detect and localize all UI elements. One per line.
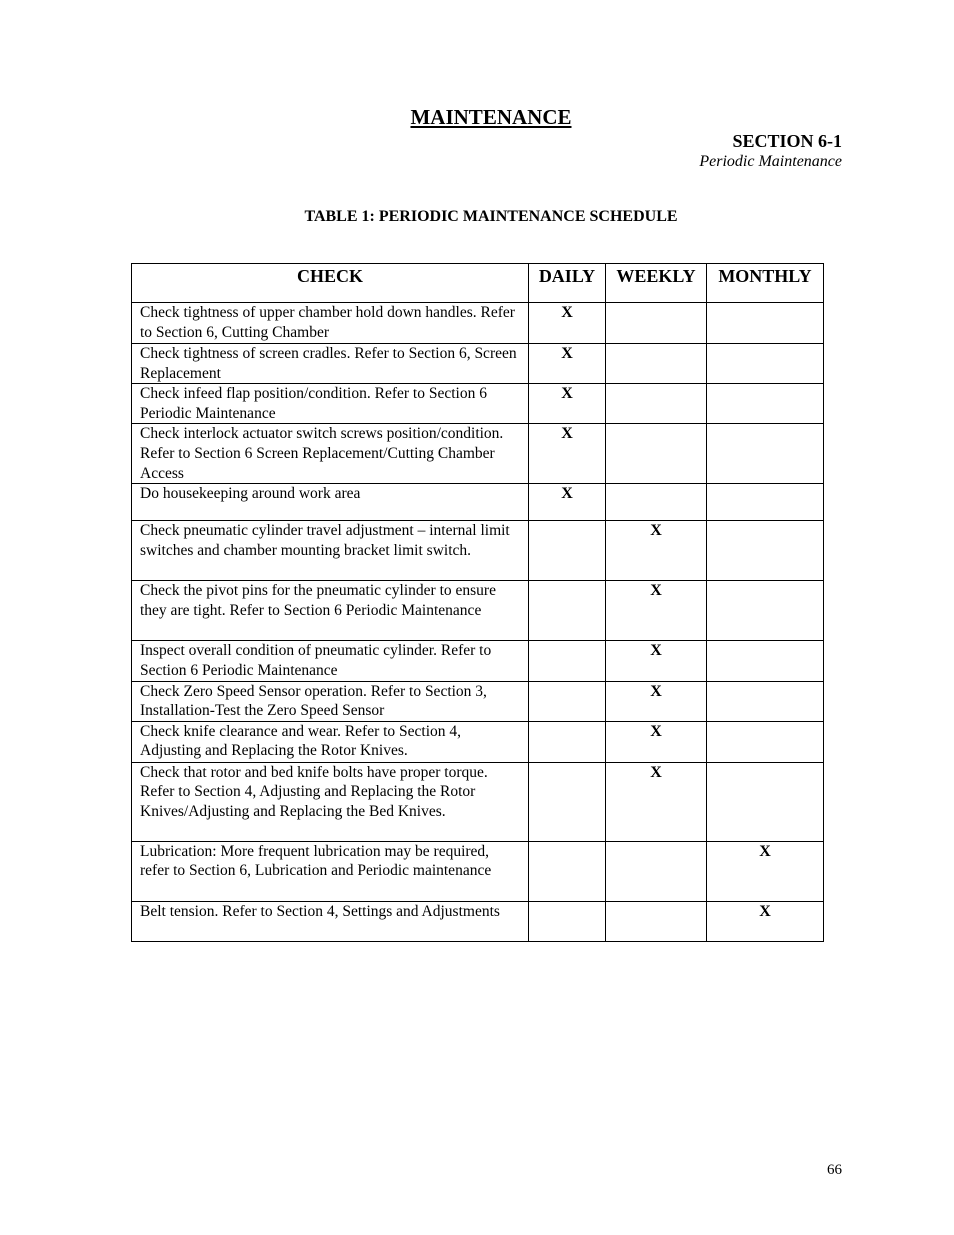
check-description: Check the pivot pins for the pneumatic cylinder to ensure they are tight. Refer to Section 6 Periodic Maintenance: [132, 581, 529, 641]
maintenance-schedule-table: [131, 263, 824, 942]
table-row: [132, 681, 824, 721]
table-header-row: [132, 264, 824, 303]
check-description: Check that rotor and bed knife bolts have proper torque. Refer to Section 4, Adjusting and Replacing the Rotor Knives/Adjusting and Replacing the Bed Knives.: [132, 762, 529, 841]
monthly-mark: [707, 521, 824, 581]
check-description: Check pneumatic cylinder travel adjustment – internal limit switches and chamber mounting bracket limit switch.: [132, 521, 529, 581]
daily-mark: X: [529, 424, 606, 484]
table-row: [132, 762, 824, 841]
check-description: Inspect overall condition of pneumatic cylinder. Refer to Section 6 Periodic Maintenance: [132, 641, 529, 681]
check-description: Belt tension. Refer to Section 4, Settings and Adjustments: [132, 901, 529, 941]
table-row: [132, 384, 824, 424]
monthly-mark: [707, 384, 824, 424]
column-header-daily: DAILY: [529, 264, 606, 303]
weekly-mark: [606, 841, 707, 901]
table-row: [132, 521, 824, 581]
check-description: Check tightness of upper chamber hold down handles. Refer to Section 6, Cutting Chamber: [132, 303, 529, 344]
weekly-mark: [606, 303, 707, 344]
table-row: [132, 484, 824, 521]
table-row: [132, 581, 824, 641]
monthly-mark: [707, 344, 824, 384]
monthly-mark: [707, 303, 824, 344]
daily-mark: [529, 721, 606, 762]
daily-mark: [529, 641, 606, 681]
weekly-mark: X: [606, 641, 707, 681]
monthly-mark: [707, 424, 824, 484]
weekly-mark: [606, 424, 707, 484]
column-header-check: CHECK: [132, 264, 529, 303]
monthly-mark: X: [707, 841, 824, 901]
weekly-mark: X: [606, 681, 707, 721]
table-row: [132, 901, 824, 941]
daily-mark: [529, 841, 606, 901]
weekly-mark: [606, 344, 707, 384]
check-description: Do housekeeping around work area: [132, 484, 529, 521]
section-subtitle: Periodic Maintenance: [699, 153, 842, 170]
section-number: SECTION 6-1: [732, 131, 842, 151]
daily-mark: [529, 762, 606, 841]
check-description: Check Zero Speed Sensor operation. Refer to Section 3, Installation-Test the Zero Speed Sensor: [132, 681, 529, 721]
daily-mark: [529, 521, 606, 581]
weekly-mark: [606, 384, 707, 424]
table-row: [132, 641, 824, 681]
page-number: 66: [827, 1162, 842, 1178]
daily-mark: X: [529, 303, 606, 344]
check-description: Check infeed flap position/condition. Refer to Section 6 Periodic Maintenance: [132, 384, 529, 424]
weekly-mark: X: [606, 721, 707, 762]
table-row: [132, 344, 824, 384]
weekly-mark: [606, 484, 707, 521]
monthly-mark: [707, 581, 824, 641]
table-row: [132, 721, 824, 762]
daily-mark: [529, 581, 606, 641]
weekly-mark: X: [606, 762, 707, 841]
monthly-mark: [707, 762, 824, 841]
column-header-monthly: MONTHLY: [707, 264, 824, 303]
table-row: [132, 303, 824, 344]
check-description: Check knife clearance and wear. Refer to Section 4, Adjusting and Replacing the Rotor Knives.: [132, 721, 529, 762]
page-title: MAINTENANCE: [410, 105, 572, 129]
column-header-weekly: WEEKLY: [606, 264, 707, 303]
monthly-mark: [707, 641, 824, 681]
table-row: [132, 841, 824, 901]
monthly-mark: X: [707, 901, 824, 941]
check-description: Lubrication: More frequent lubrication may be required, refer to Section 6, Lubrication and Periodic maintenance: [132, 841, 529, 901]
table-row: [132, 424, 824, 484]
check-description: Check interlock actuator switch screws position/condition. Refer to Section 6 Screen Replacement/Cutting Chamber Access: [132, 424, 529, 484]
monthly-mark: [707, 484, 824, 521]
daily-mark: X: [529, 384, 606, 424]
daily-mark: X: [529, 484, 606, 521]
check-description: Check tightness of screen cradles. Refer to Section 6, Screen Replacement: [132, 344, 529, 384]
weekly-mark: X: [606, 581, 707, 641]
weekly-mark: X: [606, 521, 707, 581]
daily-mark: X: [529, 344, 606, 384]
monthly-mark: [707, 681, 824, 721]
weekly-mark: [606, 901, 707, 941]
monthly-mark: [707, 721, 824, 762]
table-caption: TABLE 1: PERIODIC MAINTENANCE SCHEDULE: [304, 208, 678, 225]
daily-mark: [529, 681, 606, 721]
daily-mark: [529, 901, 606, 941]
